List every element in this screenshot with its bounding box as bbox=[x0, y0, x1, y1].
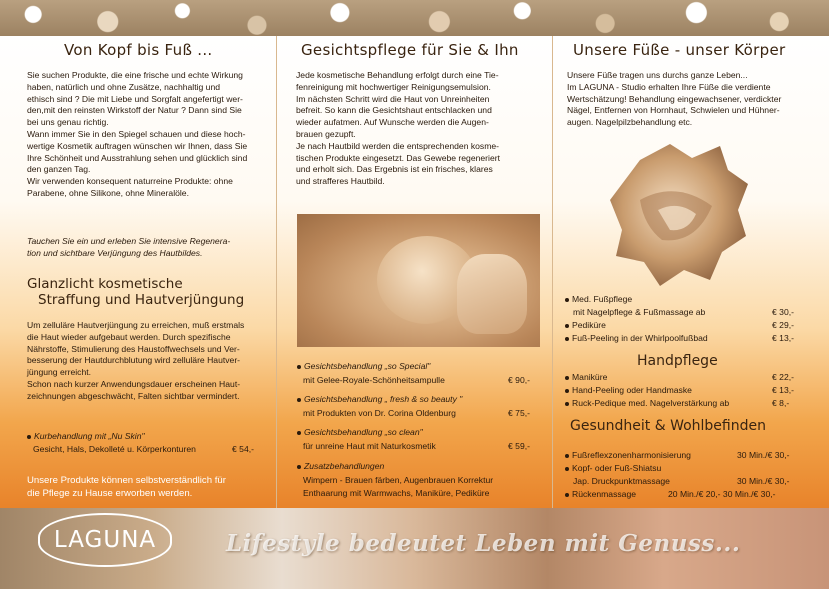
foot-item-name: Fuß-Peeling in der Whirlpoolfußbad bbox=[572, 333, 708, 343]
hand-item-name: Ruck-Pedique med. Nagelverstärkung ab bbox=[572, 398, 730, 408]
health-title: Gesundheit & Wohlbefinden bbox=[570, 418, 766, 434]
health-item-price: 30 Min./€ 30,- bbox=[737, 450, 790, 460]
extra-line: Enthaarung mit Warmwachs, Maniküre, Pediküre bbox=[303, 488, 490, 498]
text-line: besserung der Hautdurchblutung wird zelluläre Hautver- bbox=[27, 355, 241, 366]
text-line: die Haut wieder aufgebaut werden. Durch spezifische bbox=[27, 331, 231, 342]
text-line: und erholt sich. Das Ergebnis ist ein frisches, klares bbox=[296, 164, 493, 175]
foot-item-name: Med. Fußpflege bbox=[572, 294, 633, 304]
text-line: Nägel, Entfernen von Hornhaut, Schwielen und Hühner- bbox=[567, 105, 780, 116]
panel1-intro bbox=[27, 70, 271, 200]
panel3-intro bbox=[567, 70, 807, 129]
hand-item-name: Maniküre bbox=[572, 372, 608, 382]
health-item-name: Kopf- oder Fuß-Shiatsu bbox=[572, 463, 662, 473]
footer-slogan: Lifestyle bedeutet Leben mit Genuss... bbox=[226, 530, 741, 557]
text-line: brauen gezupft. bbox=[296, 128, 356, 139]
text-line: Sie suchen Produkte, die eine frische und echte Wirkung bbox=[27, 70, 243, 80]
service-name-text: Gesichtsbehandlung „so clean" bbox=[304, 427, 423, 437]
text-line: haben, natürlich und ohne Zusätze, nachhaltig und bbox=[27, 81, 221, 92]
panel1-body bbox=[27, 320, 271, 403]
foot-item-price: € 30,- bbox=[772, 307, 794, 317]
seashell-image bbox=[600, 140, 752, 288]
text-line: Wir verwenden konsequent naturreine Produkte: ohne bbox=[27, 176, 233, 187]
bullet-icon bbox=[565, 324, 569, 328]
hand-item bbox=[565, 398, 729, 409]
treatment-name bbox=[27, 431, 145, 442]
foot-item-name: mit Nagelpflege & Fußmassage ab bbox=[573, 307, 706, 317]
health-item bbox=[565, 450, 691, 461]
foot-item bbox=[565, 333, 708, 344]
text-line: Unsere Füße tragen uns durchs ganze Leben... bbox=[567, 70, 748, 80]
text-line: fenreinigung mit hochwertiger Reinigungsemulsion. bbox=[296, 81, 491, 92]
text-line: zeichnungen abgeschwächt, Falten sichtbar vermindert. bbox=[27, 390, 240, 401]
bullet-icon bbox=[565, 467, 569, 471]
health-item-price: 30 Min./€ 30,- bbox=[737, 476, 790, 486]
text-line: Je nach Hautbild werden die entsprechenden kosme- bbox=[296, 140, 500, 151]
bullet-icon bbox=[565, 454, 569, 458]
panel3-title: Unsere Füße - unser Körper bbox=[573, 41, 786, 59]
hand-shape bbox=[457, 254, 527, 334]
service-desc: mit Gelee-Royale-Schönheitsampulle bbox=[303, 375, 445, 385]
health-item-name: Jap. Druckpunktmassage bbox=[573, 476, 670, 486]
service-price: € 90,- bbox=[508, 375, 530, 385]
text-line: jüngung erreicht. bbox=[27, 367, 92, 378]
health-item-name: Fußreflexzonenharmonisierung bbox=[572, 450, 691, 460]
service-name bbox=[297, 361, 430, 372]
bullet-icon bbox=[565, 337, 569, 341]
bullet-icon bbox=[297, 431, 301, 435]
bullet-icon bbox=[297, 465, 301, 469]
text-line: Tauchen Sie ein und erleben Sie intensive Regenera- bbox=[27, 236, 231, 246]
text-line: den,mit den reinsten Wirkstoff der Natur ? Dann sind Sie bbox=[27, 105, 242, 116]
treatment-price: € 54,- bbox=[232, 444, 254, 454]
text-line: Parabene, ohne Silikone, ohne Mineralöle. bbox=[27, 187, 189, 198]
service-name-text: Gesichtsbehandlung „so Special" bbox=[304, 361, 431, 371]
text-line: Wann immer Sie in den Spiegel schauen und diese hoch- bbox=[27, 128, 246, 139]
text-line: Um zelluläre Hautverjüngung zu erreichen, muß erstmals bbox=[27, 320, 245, 330]
foot-item bbox=[565, 294, 632, 305]
health-item-price: 20 Min./€ 20,- 30 Min./€ 30,- bbox=[668, 489, 776, 499]
text-line: Im LAGUNA - Studio erhalten Ihre Füße die verdiente bbox=[567, 81, 771, 92]
bullet-icon bbox=[297, 398, 301, 402]
extra-treatments-title bbox=[297, 461, 384, 472]
text-line: augen. Nagelpilzbehandlung etc. bbox=[567, 117, 693, 128]
foot-item-price: € 29,- bbox=[772, 320, 794, 330]
service-price: € 75,- bbox=[508, 408, 530, 418]
facial-treatment-photo bbox=[297, 214, 540, 347]
service-name bbox=[297, 394, 462, 405]
service-price: € 59,- bbox=[508, 441, 530, 451]
panel1-footer-note bbox=[27, 474, 271, 500]
text-line: Nährstoffe, Stimulierung des Haustoffwechsels und Ver- bbox=[27, 343, 240, 354]
foot-item bbox=[565, 320, 606, 331]
text-line: Wertschätzung! Behandlung eingewachsener, verdickter bbox=[567, 93, 782, 104]
health-item bbox=[565, 463, 661, 474]
text-line: tischen Produkte eingesetzt. Das Gewebe regeneriert bbox=[296, 152, 500, 163]
text-line: Unsere Produkte können selbstverständlich für bbox=[27, 475, 226, 486]
hand-item-price: € 13,- bbox=[772, 385, 794, 395]
text-line: Im nächsten Schritt wird die Haut von Unreinheiten bbox=[296, 93, 490, 104]
bullet-icon bbox=[565, 402, 569, 406]
bullet-icon bbox=[565, 376, 569, 380]
hand-item bbox=[565, 385, 692, 396]
hand-item-price: € 8,- bbox=[772, 398, 790, 408]
bullet-icon bbox=[565, 493, 569, 497]
panel1-italic-note bbox=[27, 236, 271, 260]
panel1-subtitle-line2: Straffung und Hautverjüngung bbox=[38, 292, 245, 308]
text-line: Jede kosmetische Behandlung erfolgt durch eine Tie- bbox=[296, 70, 499, 80]
treatment-name-text: Kurbehandlung mit „Nu Skin" bbox=[34, 431, 145, 441]
text-line: bei uns genau richtig. bbox=[27, 117, 109, 128]
shell-photo-strip bbox=[0, 0, 829, 36]
bullet-icon bbox=[565, 298, 569, 302]
foot-item-price: € 13,- bbox=[772, 333, 794, 343]
treatment-desc: Gesicht, Hals, Dekolleté u. Körperkonturen bbox=[33, 444, 196, 454]
hand-item-name: Hand-Peeling oder Handmaske bbox=[572, 385, 692, 395]
text-line: Ihre Schönheit und Ausstrahlung sehen und glücklich sind bbox=[27, 152, 248, 163]
health-item bbox=[565, 489, 636, 500]
health-item-name: Rückenmassage bbox=[572, 489, 637, 499]
panel1-subtitle-line1: Glanzlicht kosmetische bbox=[27, 276, 183, 292]
text-line: Schon nach kurzer Anwendungsdauer erscheinen Haut- bbox=[27, 378, 241, 389]
service-desc: mit Produkten von Dr. Corina Oldenburg bbox=[303, 408, 456, 418]
service-desc: für unreine Haut mit Naturkosmetik bbox=[303, 441, 436, 451]
panel2-intro bbox=[296, 70, 544, 188]
bullet-icon bbox=[565, 389, 569, 393]
panel2-title: Gesichtspflege für Sie & Ihn bbox=[301, 41, 519, 59]
text-line: und strafferes Hautbild. bbox=[296, 176, 385, 187]
text-line: ethisch sind ? Die mit Liebe und Sorgfalt angefertigt wer- bbox=[27, 93, 243, 104]
extra-name-text: Zusatzbehandlungen bbox=[304, 461, 385, 471]
panel-divider bbox=[276, 36, 277, 508]
panel1-title: Von Kopf bis Fuß ... bbox=[64, 41, 213, 59]
text-line: befreit. So kann die Gesichtshaut entschlacken und bbox=[296, 105, 492, 116]
panel-divider bbox=[552, 36, 553, 508]
bullet-icon bbox=[297, 365, 301, 369]
text-line: tion und sichtbare Verjüngung des Hautbildes. bbox=[27, 247, 203, 258]
hand-item bbox=[565, 372, 607, 383]
bullet-icon bbox=[27, 435, 31, 439]
text-line: die Pflege zu Hause erworben werden. bbox=[27, 488, 193, 499]
text-line: wieder aufatmen. Auf Wunsche werden die Augen- bbox=[296, 117, 489, 128]
text-line: den ganzen Tag. bbox=[27, 164, 91, 175]
service-name-text: Gesichtsbehandlung „ fresh & so beauty " bbox=[304, 394, 463, 404]
hand-item-price: € 22,- bbox=[772, 372, 794, 382]
service-name bbox=[297, 427, 423, 438]
laguna-logo: LAGUNA bbox=[53, 527, 157, 553]
foot-item-name: Pediküre bbox=[572, 320, 606, 330]
text-line: wertige Kosmetik auftragen wünschen wir Ihnen, dass Sie bbox=[27, 140, 248, 151]
hand-care-title: Handpflege bbox=[637, 353, 718, 369]
extra-line: Wimpern - Brauen färben, Augenbrauen Korrektur bbox=[303, 475, 494, 485]
